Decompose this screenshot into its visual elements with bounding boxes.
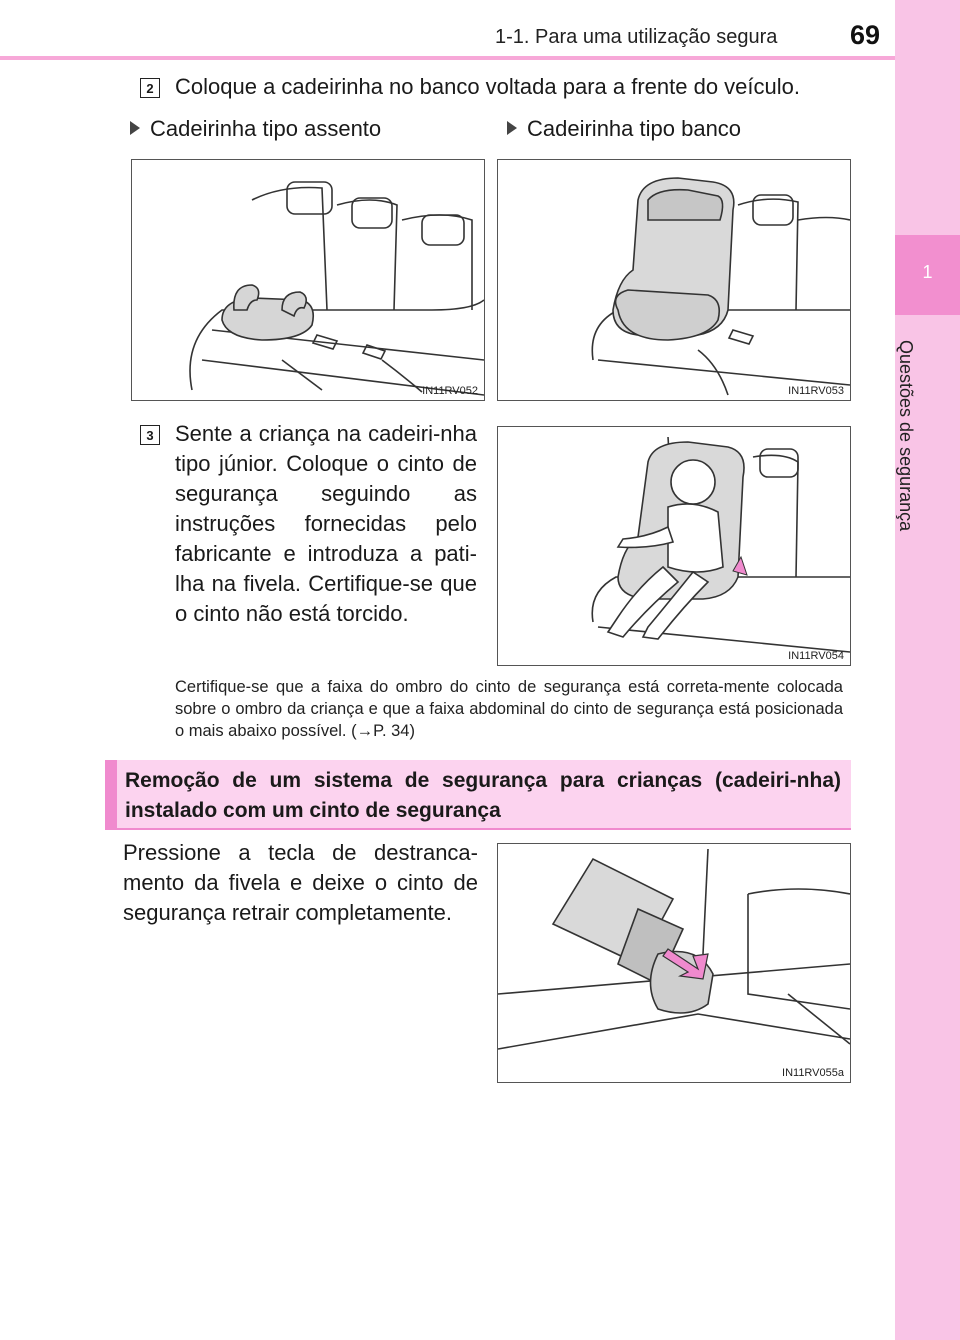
banner-accent-strip (105, 760, 117, 830)
option-booster-text: Cadeirinha tipo assento (150, 116, 382, 141)
option-highback-text: Cadeirinha tipo banco (527, 116, 742, 141)
triangle-bullet-icon (507, 121, 517, 135)
step-3-badge: 3 (140, 425, 160, 445)
chapter-sidebar (895, 0, 960, 1340)
step-2-text: Coloque a cadeirinha no banco voltada para a frente do veículo. (175, 74, 800, 99)
booster-seat-illustration (131, 159, 485, 401)
figure-code: IN11RV055a (782, 1067, 844, 1079)
buckle-release-illustration (497, 843, 851, 1083)
booster-seat-drawing (132, 160, 484, 400)
removal-text: Pressione a tecla de destranca-mento da fivela e deixe o cinto de segurança retrair completamente. (123, 840, 478, 925)
chapter-number: 1 (922, 262, 933, 282)
header-rule (0, 56, 895, 60)
section-title: 1-1. Para uma utilização segura (495, 26, 778, 48)
step-2-badge: 2 (140, 78, 160, 98)
child-seated-drawing (498, 427, 850, 665)
buckle-release-drawing (498, 844, 850, 1082)
child-seated-illustration (497, 426, 851, 666)
highback-seat-drawing (498, 160, 850, 400)
step-3-text: Sente a criança na cadeiri-nha tipo júnior. Coloque o cinto de segurança seguindo as instruções fornecidas pelo fabricante e introduza a pati-lha na fivela. Certifique-se que o cinto não está torcido. (175, 421, 477, 626)
option-highback-label (507, 114, 741, 144)
figure-code: IN11RV054 (788, 650, 844, 662)
highback-seat-illustration (497, 159, 851, 401)
removal-heading: Remoção de um sistema de segurança para crianças (cadeiri-nha) instalado com um cinto de segurança (125, 769, 841, 822)
chapter-title-text: Questões de segurança (896, 340, 916, 532)
triangle-bullet-icon (130, 121, 140, 135)
seatbelt-note: Certifique-se que a faixa do ombro do cinto de segurança está correta-mente colocada sobre o ombro da criança e que a faixa abdominal do cinto de segurança está posicionada o mais abaixo possível. (→P. 34) (175, 678, 843, 740)
option-booster-label (130, 114, 381, 144)
chapter-title (898, 340, 924, 540)
figure-code: IN11RV052 (422, 385, 478, 397)
figure-code: IN11RV053 (788, 385, 844, 397)
removal-heading-banner (105, 760, 851, 830)
banner-underline (117, 828, 851, 830)
page-number: 69 (850, 20, 881, 50)
